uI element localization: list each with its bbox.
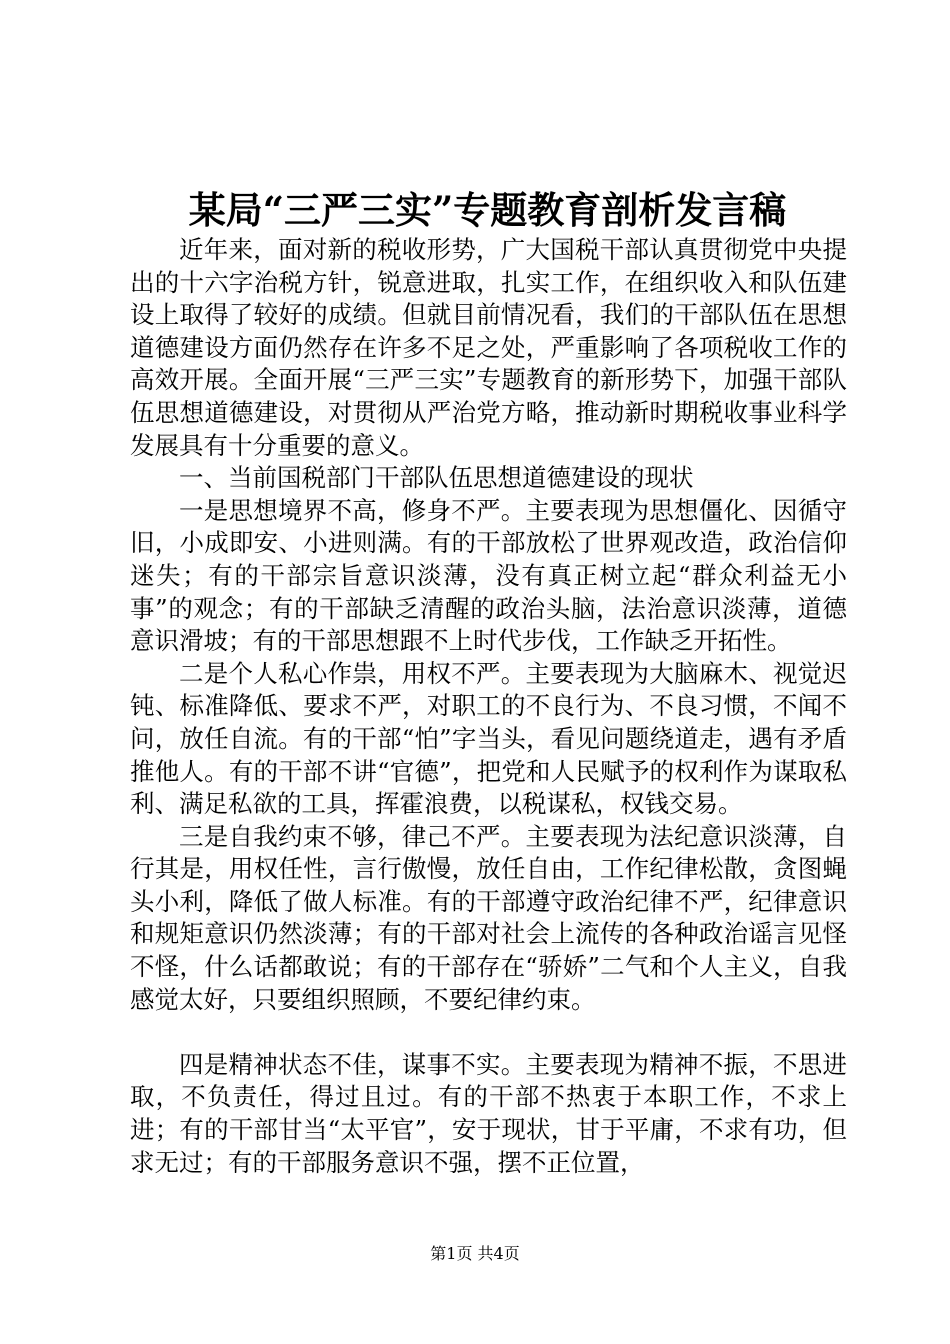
page-number-footer: 第1页 共4页 bbox=[430, 1244, 520, 1263]
document-title: 某局“三严三实”专题教育剖析发言稿 bbox=[188, 188, 787, 232]
paragraph-intro: 近年来，面对新的税收形势，广大国税干部认真贯彻党中央提出的十六字治税方针，锐意进取，扎实工作，在组织收入和队伍建设上取得了较好的成绩。但就目前情况看，我们的干部队伍在思想道德建设方面仍然存在许多不足之处，严重影响了各项税收工作的高效开展。全面开展“三严三实”专题教育的新形势下，加强干部队伍思想道德建设，对贯彻从严治党方略，推动新时期税收事业科学发展具有十分重要的意义。 bbox=[130, 235, 847, 460]
paragraph-point-4: 四是精神状态不佳，谋事不实。主要表现为精神不振，不思进取，不负责任，得过且过。有的干部不热衷于本职工作，不求上进；有的干部甘当“太平官”，安于现状，甘于平庸，不求有功，但求无过；有的干部服务意识不强，摆不正位置， bbox=[130, 1049, 847, 1177]
section-heading: 一、当前国税部门干部队伍思想道德建设的现状 bbox=[179, 463, 694, 493]
paragraph-point-1: 一是思想境界不高，修身不严。主要表现为思想僵化、因循守旧，小成即安、小进则满。有的干部放松了世界观改造，政治信仰迷失；有的干部宗旨意识淡薄，没有真正树立起“群众利益无小事”的观念；有的干部缺乏清醒的政治头脑，法治意识淡薄，道德意识滑坡；有的干部思想跟不上时代步伐，工作缺乏开拓性。 bbox=[130, 495, 847, 656]
paragraph-point-3: 三是自我约束不够，律己不严。主要表现为法纪意识淡薄，自行其是，用权任性，言行傲慢，放任自由，工作纪律松散，贪图蝇头小利，降低了做人标准。有的干部遵守政治纪律不严，纪律意识和规矩意识仍然淡薄；有的干部对社会上流传的各种政治谣言见怪不怪，什么话都敢说；有的干部存在“骄娇”二气和个人主义，自我感觉太好，只要组织照顾，不要纪律约束。 bbox=[130, 821, 847, 1014]
paragraph-point-2: 二是个人私心作祟，用权不严。主要表现为大脑麻木、视觉迟钝、标准降低、要求不严，对职工的不良行为、不良习惯，不闻不问，放任自流。有的干部“怕”字当头，看见问题绕道走，遇有矛盾推他人。有的干部不讲“官德”，把党和人民赋予的权利作为谋取私利、满足私欲的工具，挥霍浪费，以税谋私，权钱交易。 bbox=[130, 658, 847, 819]
document-body bbox=[130, 234, 847, 1179]
